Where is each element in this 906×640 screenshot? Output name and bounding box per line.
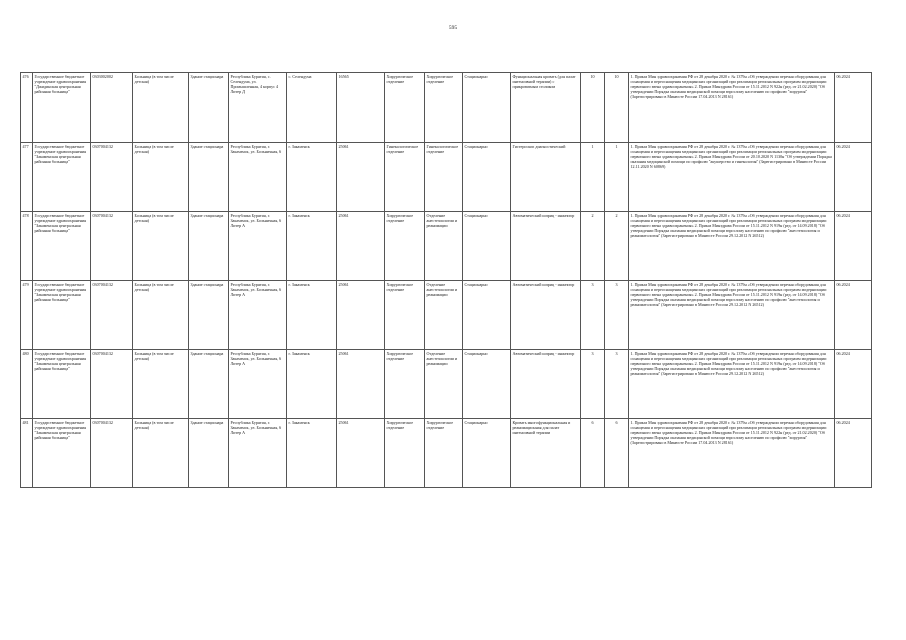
organization-name: Государственное бюджетное учреждение здравоохранения "Джидинская центральная районная больница" bbox=[33, 73, 91, 143]
building-name: Здание стационара bbox=[189, 281, 229, 350]
quantity-required: 2 bbox=[581, 212, 605, 281]
building-name: Здание стационара bbox=[189, 143, 229, 212]
organization-name: Государственное бюджетное учреждение здравоохранения "Закаменская центральная районная больница" bbox=[33, 143, 91, 212]
settlement: г. Закаменск bbox=[287, 281, 337, 350]
row-number: 478 bbox=[21, 212, 33, 281]
equipment-name: Автоматический шприц - инжектор bbox=[511, 212, 581, 281]
department: Хирургическое отделение bbox=[385, 73, 425, 143]
settlement: с. Селендума bbox=[287, 73, 337, 143]
address: Республика Бурятия, с. Селендума, ул. Промышленная, 4 корпус 4 Литер Д bbox=[229, 73, 287, 143]
legal-basis: 1. Приказ Мин здравоохранения РФ от 28 декабря 2020 г. № 1379н «Об утверждении перечня оборудования для оснащения и переоснащения медицинских организаций при реализации региональных программ модернизации первичного звена здравоохранения» 2. Приказ Минздрава России от 15.11.2012 N 919н (ред. от 14.09.2018) "Об утверждении Порядка оказания медицинской помощи взрослому населению по профилю "анестезиология и реаниматология" (Зарегистрировано в Минюсте России 29.12.2012 N 26512) bbox=[629, 281, 835, 350]
organization-code: 0307004132 bbox=[91, 212, 133, 281]
subdivision: Отделение анестезиологии и реанимации bbox=[425, 212, 463, 281]
subdivision: Отделение анестезиологии и реанимации bbox=[425, 281, 463, 350]
organization-name: Государственное бюджетное учреждение здравоохранения "Закаменская центральная районная больница" bbox=[33, 281, 91, 350]
table-row bbox=[21, 143, 872, 212]
building-name: Здание стационара bbox=[189, 419, 229, 488]
subdivision: Гинекологическое отделение bbox=[425, 143, 463, 212]
table-row bbox=[21, 419, 872, 488]
oktmo-code: 16565 bbox=[337, 73, 385, 143]
oktmo-code: 25061 bbox=[337, 143, 385, 212]
quantity-planned: 6 bbox=[605, 419, 629, 488]
legal-basis: 1. Приказ Мин здравоохранения РФ от 28 декабря 2020 г. № 1379н «Об утверждении перечня оборудования для оснащения и переоснащения медицинских организаций при реализации региональных программ модернизации первичного звена здравоохранения» 2. Приказ Минздрава России от 15.11.2012 N 922н (ред. от 21.02.2020) "Об утверждении Порядка оказания медицинской помощи взрослому населению по профилю "хирургия" (Зарегистрировано в Минюсте России 17.04.2013 N 28161) bbox=[629, 73, 835, 143]
delivery-date: 06.2024 bbox=[835, 350, 872, 419]
row-number: 476 bbox=[21, 73, 33, 143]
organization-code: 0307004132 bbox=[91, 281, 133, 350]
department: Хирургическое отделение bbox=[385, 419, 425, 488]
care-form: Стационарно bbox=[463, 212, 511, 281]
quantity-planned: 1 bbox=[605, 143, 629, 212]
row-number: 477 bbox=[21, 143, 33, 212]
quantity-required: 3 bbox=[581, 281, 605, 350]
table-row bbox=[21, 73, 872, 143]
table-row bbox=[21, 212, 872, 281]
settlement: г. Закаменск bbox=[287, 212, 337, 281]
address: Республика Бурятия, г. Закаменск, ул. Больничная, 6 Литер А bbox=[229, 212, 287, 281]
facility-type: Больница (в том числе детская) bbox=[133, 73, 189, 143]
quantity-planned: 2 bbox=[605, 212, 629, 281]
equipment-name: Автоматический шприц - инжектор bbox=[511, 281, 581, 350]
department: Хирургическое отделение bbox=[385, 281, 425, 350]
care-form: Стационарно bbox=[463, 143, 511, 212]
address: Республика Бурятия, г. Закаменск, ул. Больничная, 6 bbox=[229, 143, 287, 212]
quantity-required: 1 bbox=[581, 143, 605, 212]
organization-code: 0307004132 bbox=[91, 143, 133, 212]
quantity-planned: 3 bbox=[605, 281, 629, 350]
row-number: 481 bbox=[21, 419, 33, 488]
address: Республика Бурятия, г. Закаменск, ул. Больничная, 6 Литер А bbox=[229, 419, 287, 488]
department: Хирургическое отделение bbox=[385, 350, 425, 419]
settlement: г. Закаменск bbox=[287, 350, 337, 419]
oktmo-code: 25061 bbox=[337, 419, 385, 488]
legal-basis: 1. Приказ Мин здравоохранения РФ от 28 декабря 2020 г. № 1379н «Об утверждении перечня оборудования для оснащения и переоснащения медицинских организаций при реализации региональных программ модернизации первичного звена здравоохранения» 2. Приказ Минздрава России от 20.10.2020 N 1130н "Об утверждении Порядка оказания медицинской помощи по профилю "акушерство и гинекология" (Зарегистрировано в Минюсте России 12.11.2020 N 60869) bbox=[629, 143, 835, 212]
quantity-required: 3 bbox=[581, 350, 605, 419]
organization-code: 0307004132 bbox=[91, 350, 133, 419]
facility-type: Больница (в том числе детская) bbox=[133, 212, 189, 281]
facility-type: Больница (в том числе детская) bbox=[133, 350, 189, 419]
delivery-date: 06.2024 bbox=[835, 73, 872, 143]
organization-name: Государственное бюджетное учреждение здравоохранения "Закаменская центральная районная больница" bbox=[33, 350, 91, 419]
legal-basis: 1. Приказ Мин здравоохранения РФ от 28 декабря 2020 г. № 1379н «Об утверждении перечня оборудования для оснащения и переоснащения медицинских организаций при реализации региональных программ модернизации первичного звена здравоохранения» 2. Приказ Минздрава России от 15.11.2012 N 919н (ред. от 14.09.2018) "Об утверждении Порядка оказания медицинской помощи взрослому населению по профилю "анестезиология и реаниматология" (Зарегистрировано в Минюсте России 29.12.2012 N 26512) bbox=[629, 350, 835, 419]
legal-basis: 1. Приказ Мин здравоохранения РФ от 28 декабря 2020 г. № 1379н «Об утверждении перечня оборудования для оснащения и переоснащения медицинских организаций при реализации региональных программ модернизации первичного звена здравоохранения» 2. Приказ Минздрава России от 15.11.2012 N 919н (ред. от 14.09.2018) "Об утверждении Порядка оказания медицинской помощи взрослому населению по профилю "анестезиология и реаниматология" (Зарегистрировано в Минюсте России 29.12.2012 N 26512) bbox=[629, 212, 835, 281]
delivery-date: 06.2024 bbox=[835, 212, 872, 281]
delivery-date: 06.2024 bbox=[835, 419, 872, 488]
delivery-date: 06.2024 bbox=[835, 281, 872, 350]
facility-type: Больница (в том числе детская) bbox=[133, 419, 189, 488]
page-number: 595 bbox=[448, 25, 458, 31]
oktmo-code: 25061 bbox=[337, 350, 385, 419]
care-form: Стационарно bbox=[463, 419, 511, 488]
address: Республика Бурятия, г. Закаменск, ул. Больничная, 6 Литер А bbox=[229, 281, 287, 350]
care-form: Стационарно bbox=[463, 350, 511, 419]
quantity-required: 10 bbox=[581, 73, 605, 143]
facility-type: Больница (в том числе детская) bbox=[133, 281, 189, 350]
organization-code: 0303002002 bbox=[91, 73, 133, 143]
building-name: Здание стационара bbox=[189, 212, 229, 281]
oktmo-code: 25061 bbox=[337, 281, 385, 350]
care-form: Стационарно bbox=[463, 73, 511, 143]
building-name: Здание стационара bbox=[189, 73, 229, 143]
equipment-registry-table bbox=[20, 72, 872, 488]
settlement: г. Закаменск bbox=[287, 143, 337, 212]
facility-type: Больница (в том числе детская) bbox=[133, 143, 189, 212]
quantity-planned: 3 bbox=[605, 350, 629, 419]
equipment-name: Функциональная кровать (для палат интенсивной терапии) с прикроватным столиком bbox=[511, 73, 581, 143]
subdivision: Хирургическое отделение bbox=[425, 73, 463, 143]
organization-code: 0307004132 bbox=[91, 419, 133, 488]
settlement: г. Закаменск bbox=[287, 419, 337, 488]
subdivision: Отделение анестезиологии и реанимации bbox=[425, 350, 463, 419]
quantity-planned: 10 bbox=[605, 73, 629, 143]
quantity-required: 6 bbox=[581, 419, 605, 488]
legal-basis: 1. Приказ Мин здравоохранения РФ от 28 декабря 2020 г. № 1379н «Об утверждении перечня оборудования для оснащения и переоснащения медицинских организаций при реализации региональных программ модернизации первичного звена здравоохранения» 2. Приказ Минздрава России от 15.11.2012 N 922н (ред. от 21.02.2020) "Об утверждении Порядка оказания медицинской помощи взрослому населению по профилю "хирургия" (Зарегистрировано в Минюсте России 17.04.2013 N 28161) bbox=[629, 419, 835, 488]
address: Республика Бурятия, г. Закаменск, ул. Больничная, 6 Литер А bbox=[229, 350, 287, 419]
subdivision: Хирургическое отделение bbox=[425, 419, 463, 488]
equipment-name: Гистероскоп диагностический bbox=[511, 143, 581, 212]
department: Хирургическое отделение bbox=[385, 212, 425, 281]
table-row bbox=[21, 350, 872, 419]
organization-name: Государственное бюджетное учреждение здравоохранения "Закаменская центральная районная больница" bbox=[33, 419, 91, 488]
row-number: 480 bbox=[21, 350, 33, 419]
department: Гинекологическое отделение bbox=[385, 143, 425, 212]
building-name: Здание стационара bbox=[189, 350, 229, 419]
equipment-name: Кровать многофункциональная и реанимационная для палат интенсивной терапии bbox=[511, 419, 581, 488]
organization-name: Государственное бюджетное учреждение здравоохранения "Закаменская центральная районная больница" bbox=[33, 212, 91, 281]
oktmo-code: 25061 bbox=[337, 212, 385, 281]
table-row bbox=[21, 281, 872, 350]
delivery-date: 06.2024 bbox=[835, 143, 872, 212]
care-form: Стационарно bbox=[463, 281, 511, 350]
equipment-name: Автоматический шприц - инжектор bbox=[511, 350, 581, 419]
row-number: 479 bbox=[21, 281, 33, 350]
